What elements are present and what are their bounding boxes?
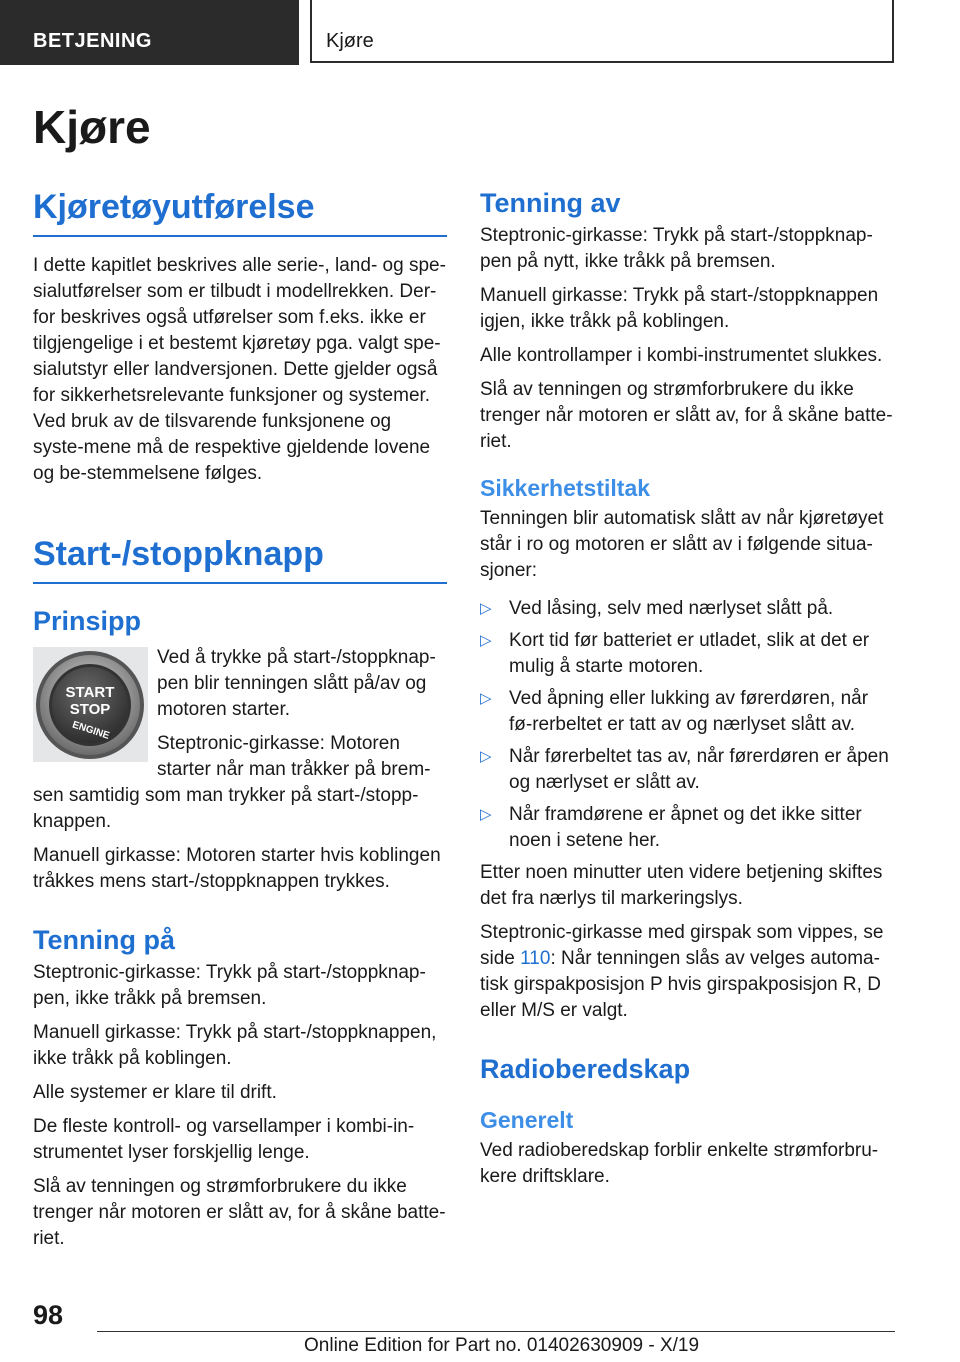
paragraph-tenning-pa-4: De fleste kontroll- og varsellamper i kombi-in-strumentet lyser forskjellig lenge. <box>33 1116 415 1163</box>
page-title: Kjøre <box>33 101 151 153</box>
subsubsection-title-sikkerhetstiltak: Sikkerhetstiltak <box>480 475 651 501</box>
list-item: ▷ Når førerbeltet tas av, når førerdøren er åpen og nærlyset er slått av. <box>480 746 889 793</box>
header-chapter-label: Kjøre <box>326 30 374 52</box>
list-item: ▷ Ved åpning eller lukking av førerdøren, når fø-rerbeltet er tatt av og nærlyset slått av. <box>480 688 869 735</box>
paragraph-tenning-pa-5: Slå av tenningen og strømforbrukere du ikke trenger når motoren er slått av, for å skåne batte-riet. <box>33 1176 446 1249</box>
paragraph-prinsipp-1: Ved å trykke på start-/stoppknap-pen blir tenningen slått på/av og motoren starter. <box>157 647 436 720</box>
button-label-stop: STOP <box>69 701 111 718</box>
triangle-bullet-icon: ▷ <box>480 806 492 823</box>
list-item: ▷ Kort tid før batteriet er utladet, slik at det er mulig å starte motoren. <box>480 630 870 677</box>
paragraph-tenning-pa-2: Manuell girkasse: Trykk på start-/stoppknappen, ikke tråkk på koblingen. <box>33 1022 437 1069</box>
button-label-engine: ENGINE <box>70 719 111 742</box>
list-item: ▷ Når framdørene er åpnet og det ikke sitter noen i setene her. <box>480 804 862 851</box>
footer-edition-text: Online Edition for Part no. 01402630909 - X/19 <box>304 1335 700 1356</box>
page-reference-link[interactable]: 110 <box>520 948 551 969</box>
section-title-kjoretoyutforelse: Kjøretøyutførelse <box>33 188 447 237</box>
subsection-title-radioberedskap: Radioberedskap <box>480 1054 691 1084</box>
header-chapter-tab <box>310 0 894 63</box>
triangle-bullet-icon: ▷ <box>480 632 492 649</box>
paragraph-tenning-pa-1: Steptronic-girkasse: Trykk på start-/stoppknap-pen, ikke tråkk på bremsen. <box>33 962 426 1009</box>
list-item: ▷ Ved låsing, selv med nærlyset slått på. <box>480 596 894 622</box>
subsection-title-prinsipp: Prinsipp <box>33 606 142 636</box>
triangle-bullet-icon: ▷ <box>480 690 492 707</box>
paragraph-tenning-av-1: Steptronic-girkasse: Trykk på start-/stoppknap-pen på nytt, ikke tråkk på bremsen. <box>480 225 873 272</box>
footer-divider <box>97 1331 895 1332</box>
bullet-list-situations <box>480 596 894 854</box>
paragraph-sikkerhetstiltak-3: Steptronic-girkasse med girspak som vippes, se side 110: Når tenningen slås av velges automa-tisk girspakposisjon P hvis girspakposisjon R, D eller M/S er valgt. <box>480 922 884 1021</box>
start-stop-button-icon <box>33 647 148 762</box>
triangle-bullet-icon: ▷ <box>480 748 492 765</box>
paragraph-sikkerhetstiltak-2: Etter noen minutter uten videre betjening skiftes det fra nærlys til markeringslys. <box>480 862 883 909</box>
header-section-tab <box>0 0 299 65</box>
right-column <box>480 188 894 1190</box>
paragraph-generelt-1: Ved radioberedskap forblir enkelte strømforbru-kere driftsklare. <box>480 1140 879 1187</box>
paragraph-prinsipp-2: Steptronic-girkasse: Motoren starter når man tråkker på brem-sen samtidig som man trykker på start-/stopp-knappen. <box>33 733 431 832</box>
header-section-label: BETJENING <box>33 30 152 52</box>
paragraph-tenning-av-4: Slå av tenningen og strømforbrukere du ikke trenger når motoren er slått av, for å skåne batte-riet. <box>480 379 893 452</box>
subsubsection-title-generelt: Generelt <box>480 1107 574 1133</box>
triangle-bullet-icon: ▷ <box>480 600 492 617</box>
paragraph-sikkerhetstiltak-1: Tenningen blir automatisk slått av når kjøretøyet står i ro og motoren er slått av i følgende situa-sjoner: <box>480 508 884 581</box>
prinsipp-block <box>33 645 447 895</box>
section-title-start-stop: Start-/stoppknapp <box>33 535 447 584</box>
page-number: 98 <box>33 1300 64 1330</box>
subsection-title-tenning-pa: Tenning på <box>33 925 175 955</box>
paragraph-tenning-av-2: Manuell girkasse: Trykk på start-/stoppknappen igjen, ikke tråkk på koblingen. <box>480 285 879 332</box>
subsection-title-tenning-av: Tenning av <box>480 188 621 218</box>
left-column <box>33 188 447 1252</box>
paragraph-prinsipp-3: Manuell girkasse: Motoren starter hvis koblingen tråkkes mens start-/stoppknappen trykkes. <box>33 845 441 892</box>
paragraph-tenning-pa-3: Alle systemer er klare til drift. <box>33 1082 277 1103</box>
paragraph-tenning-av-3: Alle kontrollamper i kombi-instrumentet slukkes. <box>480 345 883 366</box>
paragraph-intro: I dette kapitlet beskrives alle serie-, land- og spe-sialutførelser som er tilbudt i modellrekken. Der-for beskrives også utførelser som f.eks. ikke er tilgjengelige i et bestemt kjøretøy pga. valgt spe-sialutstyr eller landversjonen. Dette gjelder også for sikkerhetsrelevante funksjoner og systemer. Ved bruk av de tilsvarende funksjonene og syste-mene må de respektive gjeldende lovene og be-stemmelsene følges. <box>33 255 446 484</box>
start-stop-button-image <box>33 647 148 762</box>
button-label-start: START <box>65 684 115 701</box>
